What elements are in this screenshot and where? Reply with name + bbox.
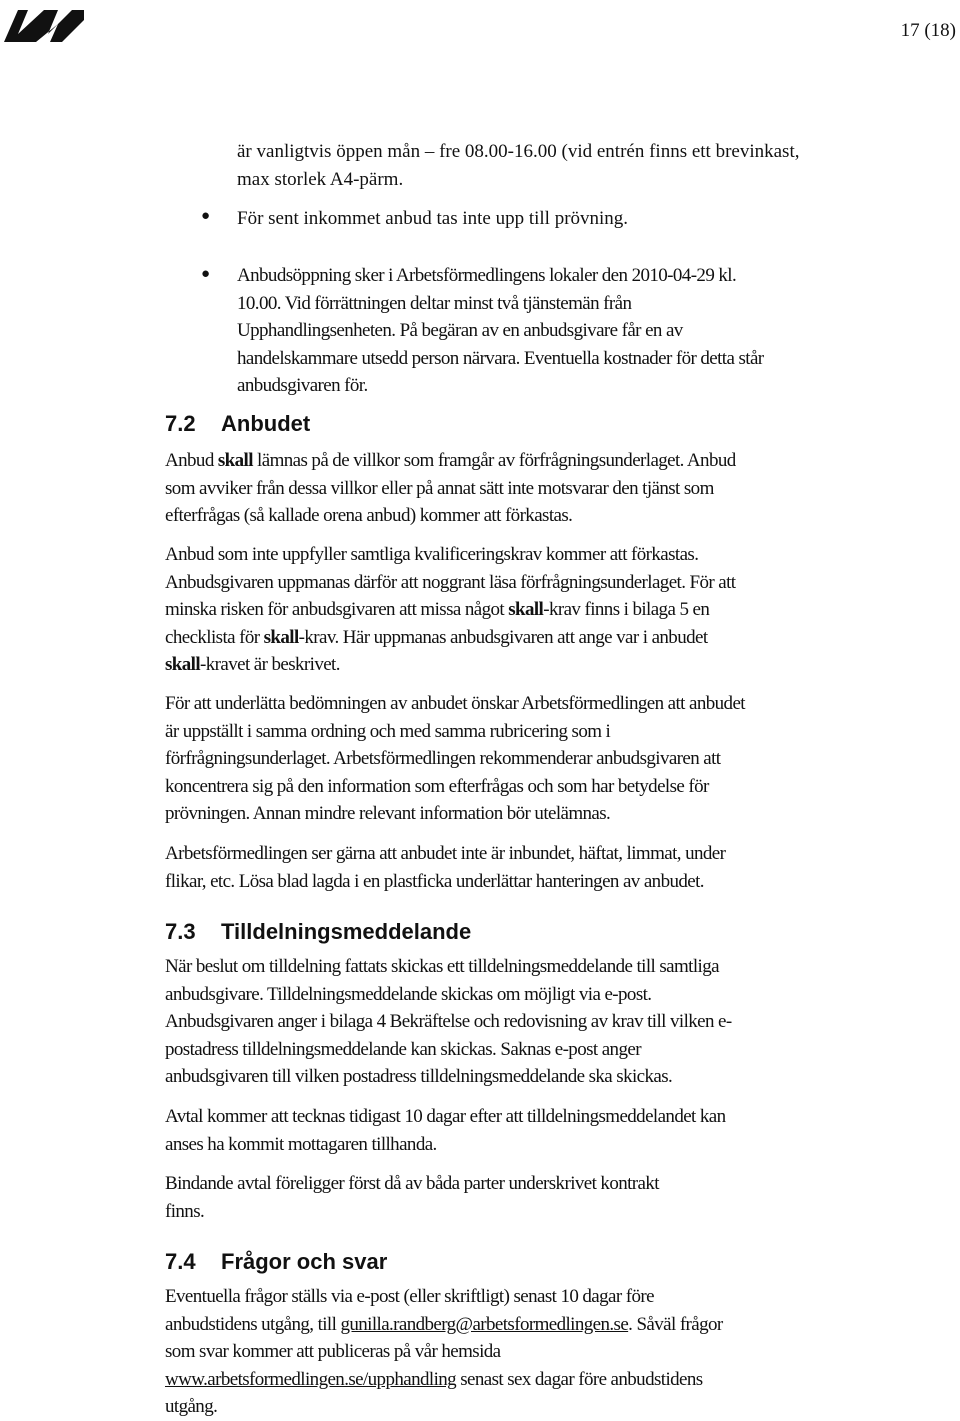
text-line: Anbud skall lämnas på de villkor som framgår av förfrågningsunderlaget. Anbud	[165, 450, 736, 471]
text-line: Bindande avtal föreligger först då av båda parter underskrivet kontrakt	[165, 1173, 659, 1194]
text-line: Upphandlingsenheten. På begäran av en anbudsgivare får en av	[237, 320, 683, 342]
text-line: postadress tilldelningsmeddelande kan skickas. Saknas e-post anger	[165, 1038, 641, 1060]
text-line: koncentrera sig på den information som efterfrågas och som har betydelse för	[165, 775, 709, 797]
text-line: handelskammare utsedd person närvara. Eventuella kostnader för detta står	[237, 347, 764, 369]
text-line: max storlek A4-pärm.	[237, 168, 404, 190]
text-line: Arbetsförmedlingen ser gärna att anbudet inte är inbundet, häftat, limmat, under	[165, 843, 726, 864]
section-title: Tilldelningsmeddelande	[221, 919, 472, 944]
text-line: Eventuella frågor ställs via e-post (eller skriftligt) senast 10 dagar före	[165, 1286, 654, 1307]
emphasis-skall: skall	[165, 654, 201, 676]
section-heading-7-3	[165, 919, 471, 945]
text-line: är vanligtvis öppen mån – fre 08.00-16.00 (vid entrén finns ett brevinkast,	[237, 141, 800, 162]
paragraph	[165, 1170, 960, 1225]
emphasis-skall: skall	[217, 450, 253, 471]
bullet-icon: ●	[201, 208, 211, 224]
text-line: anses ha kommit mottagaren tillhanda.	[165, 1133, 437, 1155]
text-line: www.arbetsformedlingen.se/upphandling senast sex dagar före anbudstidens	[165, 1368, 703, 1390]
text-line: checklista för skall-krav. Här uppmanas anbudsgivaren att ange var i anbudet	[165, 626, 708, 648]
section-number: 7.2	[165, 411, 196, 436]
emphasis-skall: skall	[263, 626, 299, 648]
text-line: 10.00. Vid förrättningen deltar minst två tjänstemän från	[237, 292, 632, 314]
text-line: För sent inkommet anbud tas inte upp till prövning.	[237, 208, 629, 229]
text-line: Avtal kommer att tecknas tidigast 10 dagar efter att tilldelningsmeddelandet kan	[165, 1106, 726, 1127]
paragraph	[165, 953, 960, 1091]
paragraph	[165, 447, 960, 530]
paragraph	[165, 1283, 960, 1421]
text-line: som svar kommer att publiceras på vår hemsida	[165, 1341, 501, 1363]
page-number: 17 (18)	[900, 20, 956, 41]
text-line: Anbudsöppning sker i Arbetsförmedlingens lokaler den 2010-04-29 kl.	[237, 265, 737, 286]
section-number: 7.4	[165, 1249, 196, 1274]
bullet-continuation	[237, 138, 799, 193]
section-title: Frågor och svar	[221, 1249, 388, 1274]
text-line: prövningen. Annan mindre relevant information bör utelämnas.	[165, 803, 611, 825]
paragraph	[165, 840, 960, 895]
text-line: anbudsgivare. Tilldelningsmeddelande skickas om möjligt via e-post.	[165, 983, 652, 1005]
paragraph	[165, 1103, 960, 1158]
email-link[interactable]: gunilla.randberg@arbetsformedlingen.se	[340, 1313, 629, 1335]
website-link[interactable]: www.arbetsformedlingen.se/upphandling	[165, 1368, 457, 1390]
text-line: minska risken för anbudsgivaren att missa något skall-krav finns i bilaga 5 en	[165, 599, 710, 621]
paragraph	[165, 541, 960, 679]
text-line: anbudsgivaren till vilken postadress tilldelningsmeddelande ska skickas.	[165, 1066, 673, 1088]
emphasis-skall: skall	[508, 599, 544, 621]
text-line: När beslut om tilldelning fattats skickas ett tilldelningsmeddelande till samtliga	[165, 956, 719, 977]
arbetsformedlingen-logo-icon	[4, 6, 84, 42]
text-line: Anbudsgivaren uppmanas därför att noggrant läsa förfrågningsunderlaget. För att	[165, 571, 736, 593]
text-line: anbudstidens utgång, till gunilla.randberg@arbetsformedlingen.se. Såväl frågor	[165, 1313, 723, 1335]
text-line: flikar, etc. Lösa blad lagda i en plastficka underlättar hanteringen av anbudet.	[165, 870, 704, 892]
text-line: Anbud som inte uppfyller samtliga kvalificeringskrav kommer att förkastas.	[165, 544, 699, 565]
bullet-icon: ●	[201, 266, 211, 282]
bullet-late-bids	[237, 205, 960, 233]
text-line: För att underlätta bedömningen av anbudet önskar Arbetsförmedlingen att anbudet	[165, 693, 745, 714]
section-title: Anbudet	[221, 411, 311, 436]
text-line: finns.	[165, 1200, 205, 1222]
text-line: anbudsgivaren för.	[237, 375, 368, 397]
text-line: är uppställt i samma ordning och med samma rubricering som i	[165, 720, 611, 742]
text-line: som avviker från dessa villkor eller på annat sätt inte motsvarar den tjänst som	[165, 477, 714, 499]
section-number: 7.3	[165, 919, 196, 944]
paragraph	[165, 690, 960, 828]
section-heading-7-4	[165, 1249, 387, 1275]
text-line: efterfrågas (så kallade orena anbud) kommer att förkastas.	[165, 505, 573, 527]
text-line: Anbudsgivaren anger i bilaga 4 Bekräftelse och redovisning av krav till vilken e-	[165, 1011, 732, 1033]
bullet-bid-opening	[237, 262, 960, 400]
section-heading-7-2	[165, 411, 310, 437]
text-line: förfrågningsunderlaget. Arbetsförmedlingen rekommenderar anbudsgivaren att	[165, 748, 721, 770]
text-line: utgång.	[165, 1396, 218, 1418]
text-line: skall-kravet är beskrivet.	[165, 654, 340, 676]
